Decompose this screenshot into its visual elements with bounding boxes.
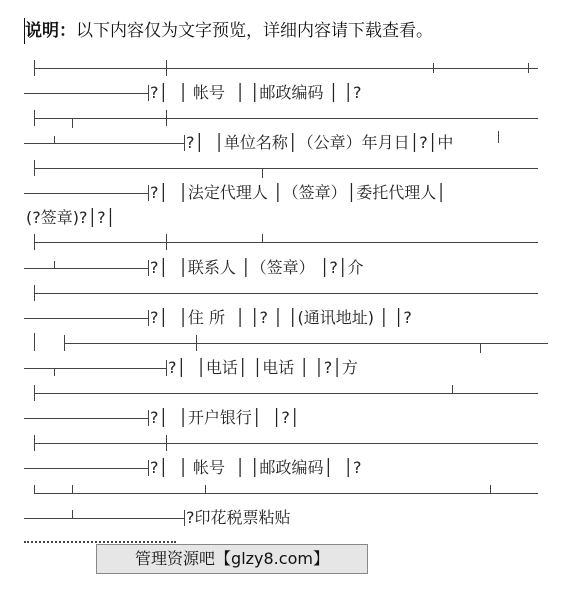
row-agent-signature: (?签章)?│?│ xyxy=(26,208,116,227)
row-account: ?│ │ 帐号 │ │邮政编码 │ │? xyxy=(150,83,362,102)
notice-label: 说明： xyxy=(25,21,76,41)
site-link-button[interactable]: 管理资源吧【glzy8.com】 xyxy=(96,544,368,574)
row-legal-representative: ?│ │法定代理人 │（签章）│委托代理人│ xyxy=(150,183,446,202)
row-bank: ?│ │开户银行│ │?│ xyxy=(150,408,300,427)
preview-notice xyxy=(24,18,433,44)
row-unit-name: ?│ │单位名称│（公章）年月日│?│中 xyxy=(186,133,454,152)
row-address: ?│ │住 所 │ │? │ │(通讯地址) │ │? xyxy=(150,308,412,327)
row-stamp-area: ?印花税票粘贴 xyxy=(186,508,291,527)
row-contact: ?│ │联系人 │（签章） │?│介 xyxy=(150,258,364,277)
row-account-2: ?│ │ 帐号 │ │邮政编码│ │? xyxy=(150,458,362,477)
row-phone: ?│ │电话│ │电话 │ │?│方 xyxy=(168,358,358,377)
notice-text: 以下内容仅为文字预览，详细内容请下载查看。 xyxy=(76,21,433,41)
dotted-separator xyxy=(24,541,176,543)
